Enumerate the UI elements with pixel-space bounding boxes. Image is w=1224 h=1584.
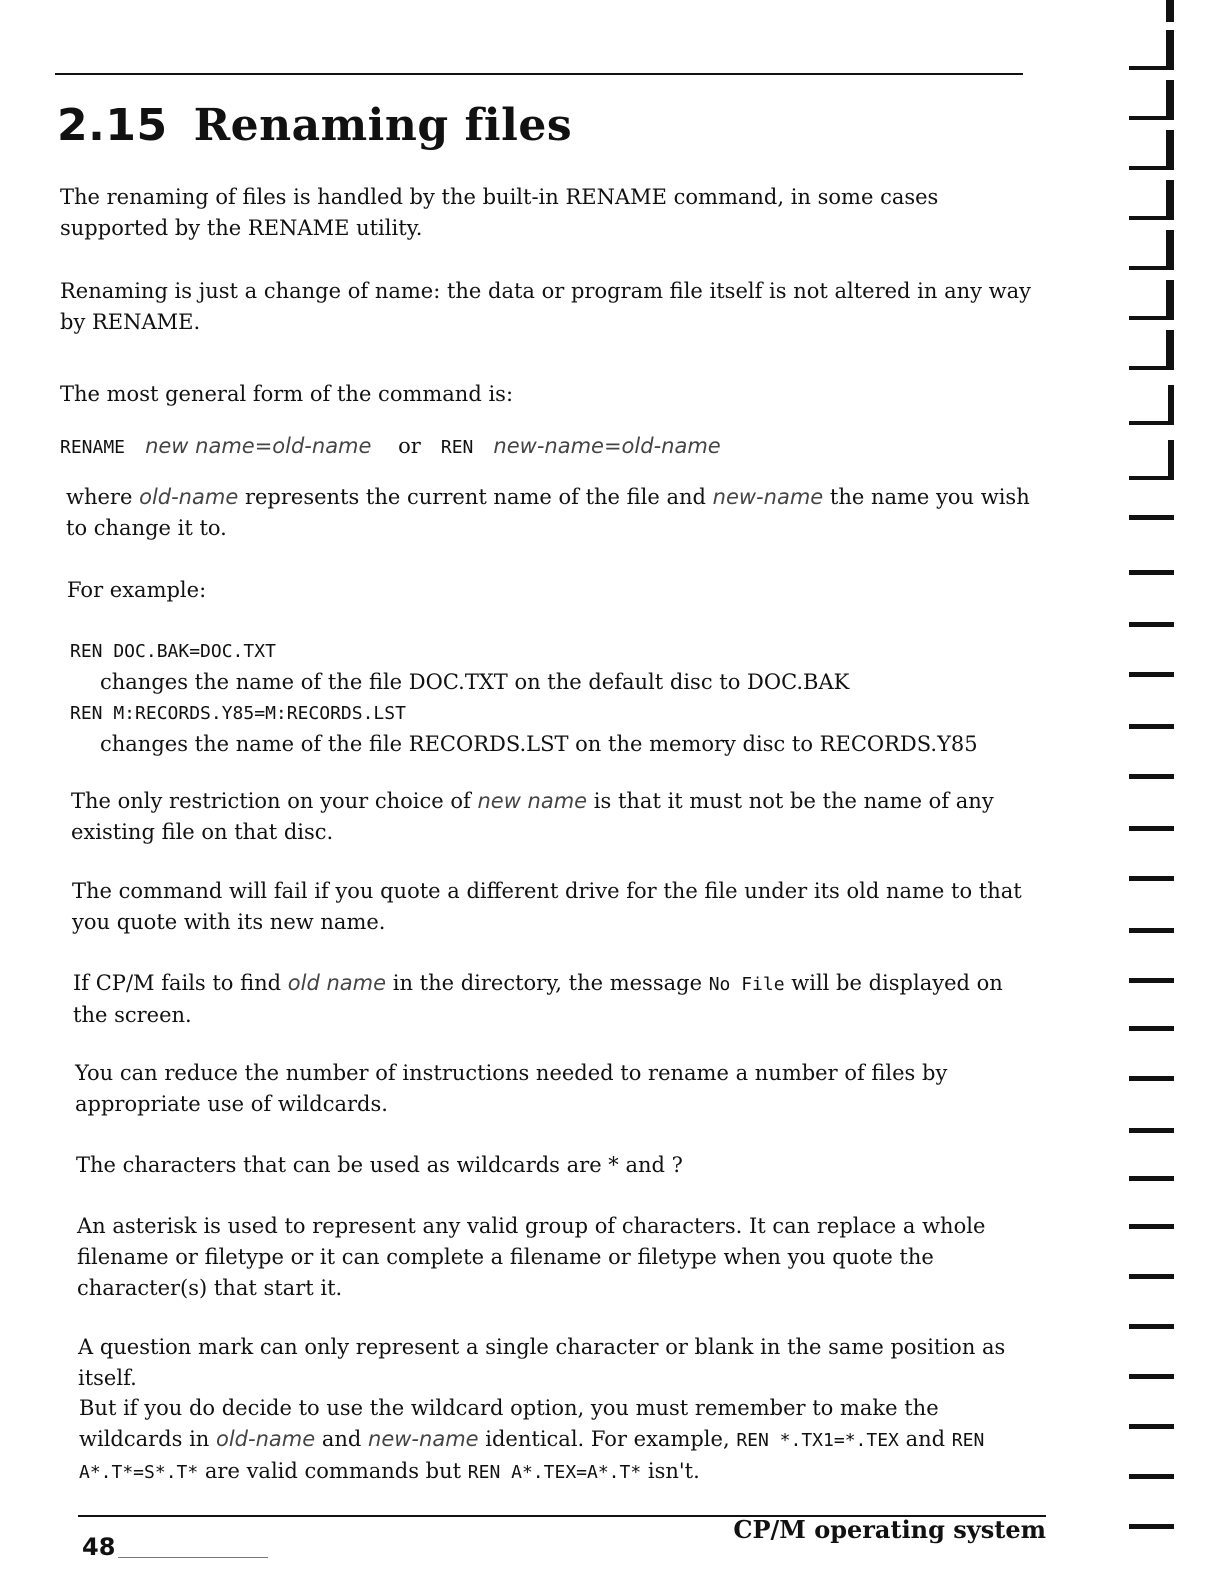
text: represents the current name of the file and [244, 485, 706, 509]
text: is that it must not be the name of any existing file on that disc. [71, 789, 994, 844]
thumb-tab [1129, 1274, 1174, 1279]
paragraph-for-example: For example: [67, 578, 207, 602]
thumb-tab [1129, 1224, 1174, 1229]
thumb-tab [1129, 366, 1174, 370]
thumb-index-tabs [1114, 0, 1174, 1584]
text: where [66, 485, 133, 509]
paragraph-wildcard-option [79, 1393, 1044, 1488]
thumb-tab [1129, 1128, 1174, 1133]
text: in the directory, the message [392, 971, 703, 995]
thumb-tab [1168, 440, 1174, 480]
text: But if you do decide to use the wildcard option, you must remember to make the wildcards in [79, 1396, 939, 1451]
thumb-tab [1166, 130, 1174, 170]
footer-title: CP/M operating system [733, 1515, 1046, 1544]
paragraph-renaming: Renaming is just a change of name: the data or program file itself is not altered in any way by RENAME. [60, 279, 1032, 334]
term-old-name: old-name [139, 485, 239, 509]
thumb-tab [1129, 1374, 1174, 1379]
thumb-tab [1129, 1524, 1174, 1529]
paragraph-asterisk: An asterisk is used to represent any valid group of characters. It can replace a whole filename or filetype or it can complete a filename or filetype when you quote the character(s) that start it. [77, 1214, 986, 1300]
example-command-1: REN DOC.BAK=DOC.TXT [70, 641, 276, 662]
thumb-tab [1129, 1176, 1174, 1181]
text: The only restriction on your choice of [71, 789, 471, 813]
thumb-tab [1129, 316, 1174, 320]
thumb-tab [1129, 622, 1174, 627]
thumb-tab [1129, 1026, 1174, 1031]
thumb-tab [1129, 166, 1174, 170]
example-description-1: changes the name of the file DOC.TXT on the default disc to DOC.BAK [100, 670, 850, 694]
thumb-tab [1129, 1324, 1174, 1329]
thumb-tab [1166, 0, 1174, 22]
thumb-tab [1166, 230, 1174, 270]
thumb-tab [1129, 570, 1174, 575]
thumb-tab [1129, 421, 1174, 425]
paragraph-reduce: You can reduce the number of instructions needed to rename a number of files by appropriate use of wildcards. [75, 1061, 948, 1116]
term-new-name: new-name [368, 1427, 479, 1451]
thumb-tab [1168, 385, 1174, 425]
term-new-name: new name [477, 789, 588, 813]
thumb-tab [1129, 266, 1174, 270]
inline-command-1: REN *.TX1=*.TEX [736, 1430, 899, 1451]
text: and [905, 1427, 946, 1451]
example-command-2: REN M:RECORDS.Y85=M:RECORDS.LST [70, 703, 406, 724]
syntax-cmd-ren: REN [440, 437, 474, 458]
thumb-tab [1129, 724, 1174, 729]
text: If CP/M fails to find [73, 971, 282, 995]
message-no-file: No File [708, 974, 785, 995]
syntax-line [60, 431, 1040, 463]
thumb-tab [1129, 216, 1174, 220]
text: identical. For example, [485, 1427, 730, 1451]
paragraph-fail: The command will fail if you quote a different drive for the file under its old name to that you quote with its new name. [72, 879, 1022, 934]
thumb-tab [1129, 515, 1174, 520]
syntax-cmd-rename: RENAME [60, 437, 126, 458]
thumb-tab [1129, 826, 1174, 831]
paragraph-no-file [73, 968, 1043, 1031]
inline-command-3: REN A*.TEX=A*.T* [467, 1462, 642, 1483]
page-number: 48 [82, 1533, 116, 1561]
section-title: Renaming files [193, 100, 573, 151]
page-number-rule [118, 1557, 268, 1558]
text: the name you wish to change it to. [66, 485, 1030, 540]
thumb-tab [1129, 928, 1174, 933]
example-description-2: changes the name of the file RECORDS.LST on the memory disc to RECORDS.Y85 [100, 732, 978, 756]
text: are valid commands but [204, 1459, 462, 1483]
thumb-tab [1129, 116, 1174, 120]
thumb-tab [1166, 330, 1174, 370]
thumb-tab [1129, 672, 1174, 677]
paragraph-where [66, 482, 1036, 544]
paragraph-intro: The renaming of files is handled by the built-in RENAME command, in some cases supported by the RENAME utility. [60, 185, 939, 240]
text: will be displayed on the screen. [73, 971, 1003, 1027]
thumb-tab [1129, 1474, 1174, 1479]
thumb-tab [1129, 66, 1174, 70]
thumb-tab [1166, 80, 1174, 120]
header-rule [55, 73, 1023, 75]
thumb-tab [1166, 180, 1174, 220]
thumb-tab [1129, 1076, 1174, 1081]
thumb-tab [1166, 30, 1174, 70]
section-number: 2.15 [57, 100, 168, 151]
syntax-arg-1: new name=old-name [145, 434, 372, 458]
section-heading [57, 100, 572, 151]
inline-command-2: REN A*.T*=S*.T* [79, 1430, 985, 1483]
thumb-tab [1129, 1424, 1174, 1429]
text: isn't. [647, 1459, 700, 1483]
paragraph-general-form: The most general form of the command is: [60, 382, 514, 406]
syntax-or: or [398, 434, 421, 458]
paragraph-wildcard-chars: The characters that can be used as wildcards are * and ? [76, 1153, 683, 1177]
syntax-arg-2: new-name=old-name [493, 434, 721, 458]
term-new-name: new-name [712, 485, 824, 509]
thumb-tab [1166, 280, 1174, 320]
term-old-name: old name [287, 971, 387, 995]
term-old-name: old-name [216, 1427, 316, 1451]
examples-block [70, 636, 1050, 760]
thumb-tab [1129, 476, 1174, 480]
thumb-tab [1129, 978, 1174, 983]
thumb-tab [1129, 774, 1174, 779]
paragraph-restriction [71, 786, 1041, 848]
thumb-tab [1129, 876, 1174, 881]
paragraph-question-mark: A question mark can only represent a single character or blank in the same position as itself. [78, 1335, 1006, 1390]
text: and [321, 1427, 362, 1451]
